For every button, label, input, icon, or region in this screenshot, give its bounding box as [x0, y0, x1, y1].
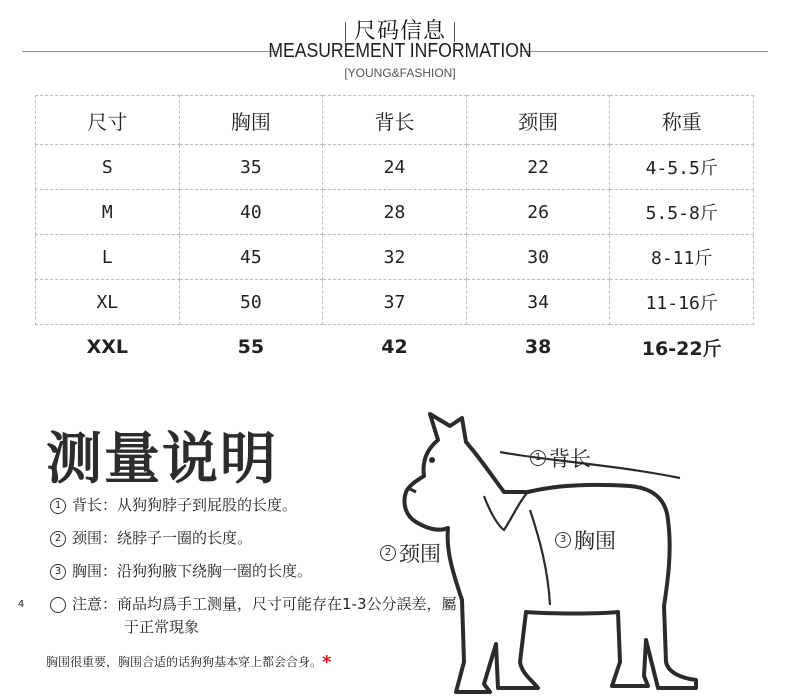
table-cell: 38 [524, 336, 552, 358]
neck-line [484, 492, 528, 530]
table-cell: 8-11斤 [610, 235, 754, 280]
label-neck [380, 538, 441, 568]
header-title-en: MEASUREMENT INFORMATION [268, 40, 532, 62]
table-cell: 40 [179, 190, 323, 235]
table-cell: 32 [323, 235, 467, 280]
table-cell: XXL [86, 336, 128, 358]
table-cell: 55 [237, 336, 265, 358]
table-cell: 4-5.5斤 [610, 145, 754, 190]
column-header: 胸围 [179, 96, 323, 145]
label-back-length [530, 443, 591, 473]
column-header: 颈围 [466, 96, 610, 145]
table-cell: XL [36, 280, 180, 325]
column-header: 称重 [610, 96, 754, 145]
header-subtitle: [YOUNG&FASHION] [344, 66, 456, 80]
header-title-cn-text: 尺码信息 [353, 19, 446, 44]
label-text: 背长 [549, 447, 591, 471]
table-cell: 22 [466, 145, 610, 190]
table-cell: 35 [179, 145, 323, 190]
note-text: 颈围：绕脖子一圈的长度。 [72, 529, 253, 547]
number-badge: 2 [380, 545, 396, 561]
instructions-title: 测量说明 [46, 427, 278, 492]
table-row [36, 280, 754, 325]
table-cell: 16-22斤 [641, 337, 722, 360]
footnote [46, 652, 331, 673]
footnote-text: 胸围很重要，胸围合适的话狗狗基本穿上都会合身。 [46, 655, 323, 669]
chest-line [530, 510, 550, 605]
table-cell: S [36, 145, 180, 190]
divider [345, 22, 346, 42]
table-header-row [36, 96, 754, 145]
table-cell: 5.5-8斤 [610, 190, 754, 235]
note-text: 背长：从狗狗脖子到屁股的长度。 [72, 496, 298, 514]
table-cell: 50 [179, 280, 323, 325]
table-cell: 34 [466, 280, 610, 325]
number-badge: 3 [555, 532, 571, 548]
number-badge: 1 [50, 498, 66, 514]
divider [454, 22, 455, 42]
dog-nose-icon [408, 488, 416, 492]
column-header: 尺寸 [36, 96, 180, 145]
dog-eye-icon [429, 457, 435, 463]
number-badge: 2 [50, 531, 66, 547]
size-chart-table [35, 95, 754, 369]
number-badge: 1 [530, 450, 546, 466]
table-cell: 42 [381, 336, 408, 358]
table-cell: 11-16斤 [610, 280, 754, 325]
label-text: 颈围 [399, 542, 441, 566]
table-cell: 45 [179, 235, 323, 280]
table-cell: L [36, 235, 180, 280]
table-cell: 26 [466, 190, 610, 235]
table-row [36, 325, 754, 370]
table-cell: 28 [323, 190, 467, 235]
table-cell: 37 [323, 280, 467, 325]
table-cell: 24 [323, 145, 467, 190]
column-header: 背长 [323, 96, 467, 145]
table-cell: M [36, 190, 180, 235]
table-row [36, 145, 754, 190]
label-text: 胸围 [574, 529, 616, 553]
note-text: 注意：商品均爲手工测量，尺寸可能存在1-3公分誤差，屬于正常現象 [72, 595, 457, 636]
label-chest [555, 525, 616, 555]
note-text: 胸围：沿狗狗腋下绕胸一圈的长度。 [72, 562, 313, 580]
number-badge: 4 [50, 597, 66, 613]
asterisk-mark: * [322, 652, 332, 673]
table-row [36, 235, 754, 280]
table-cell: 30 [466, 235, 610, 280]
number-badge: 3 [50, 564, 66, 580]
table-row [36, 190, 754, 235]
